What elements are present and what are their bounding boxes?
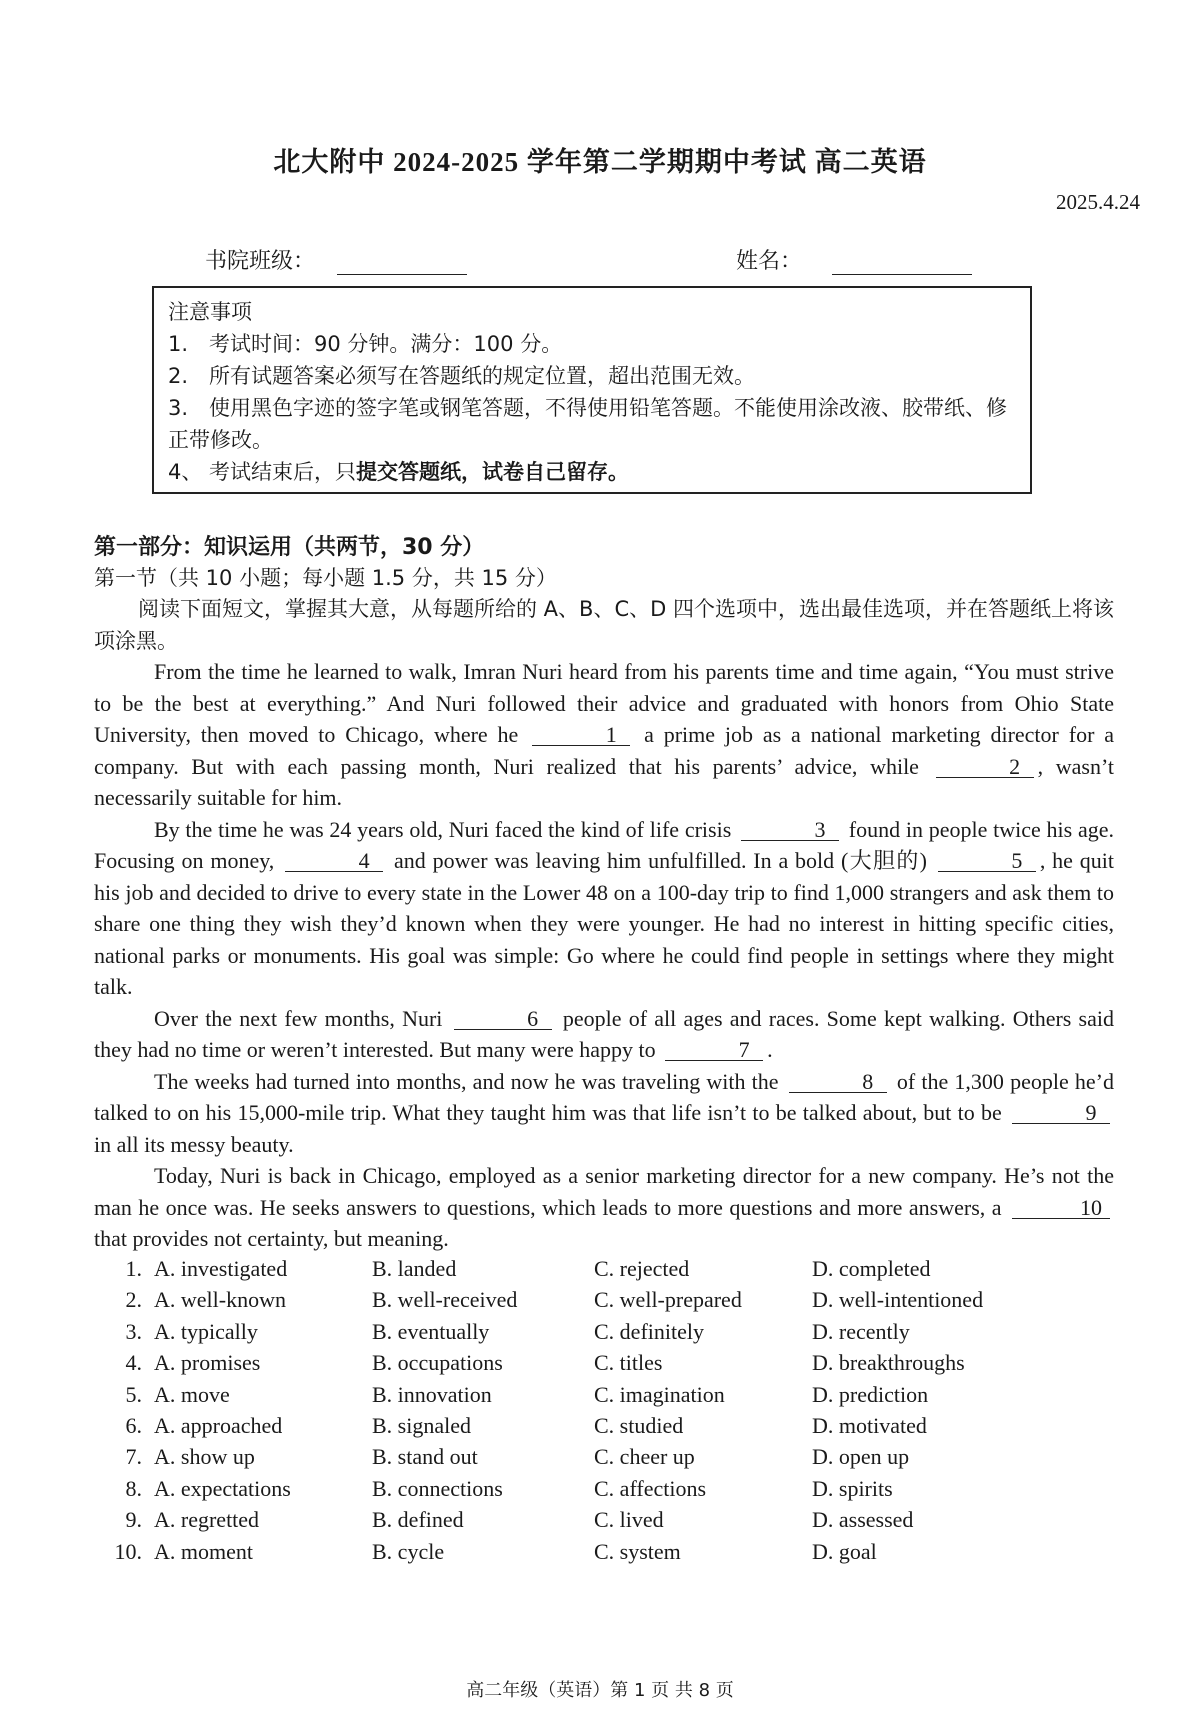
question-number: 10. — [114, 1538, 142, 1564]
option-c[interactable]: C. rejected — [594, 1256, 690, 1281]
passage-text: a prime job as a national marketing director for a company. But with each passing month, Nuri realized that his parents’ advice, while — [94, 722, 1115, 779]
blank-2: 2 — [936, 757, 1034, 778]
option-c[interactable]: C. affections — [594, 1475, 707, 1501]
cloze-passage — [94, 656, 1114, 1255]
option-row — [100, 1347, 1100, 1378]
name-field — [736, 244, 972, 275]
passage-text: Over the next few months, Nuri — [154, 1005, 443, 1031]
passage-text: By the time he was 24 years old, Nuri faced the kind of life crisis — [154, 816, 732, 842]
passage-text: of the 1,300 people he’d talked to on his 15,000-mile trip. What they taught him was that life isn’t to be talked about, but to be — [94, 1068, 1114, 1125]
blank-1: 1 — [532, 725, 630, 746]
option-d[interactable]: D. prediction — [812, 1381, 929, 1407]
option-b[interactable]: B. eventually — [372, 1318, 490, 1344]
blank-3: 3 — [741, 820, 839, 841]
passage-text: people of all ages and races. Some kept walking. Others said they had no time or weren’t interested. But many were happy to — [94, 1005, 1114, 1062]
page-footer: 高二年级（英语）第 1 页 共 8 页 — [466, 1680, 734, 1701]
option-a[interactable]: A. expectations — [154, 1475, 291, 1501]
blank-7: 7 — [665, 1040, 763, 1061]
notice-item: 2. 所有试题答案必须写在答题纸的规定位置，超出范围无效。 — [168, 364, 756, 388]
option-c[interactable]: C. titles — [594, 1350, 663, 1376]
option-row — [100, 1410, 1100, 1441]
name-underline[interactable] — [832, 254, 972, 275]
question-number: 9. — [125, 1507, 142, 1533]
option-c[interactable]: C. studied — [594, 1413, 684, 1439]
question-number: 2. — [125, 1287, 142, 1313]
option-b[interactable]: B. defined — [372, 1507, 464, 1533]
paragraph — [94, 1003, 1114, 1066]
option-row — [100, 1253, 1100, 1284]
passage-text: . — [767, 1037, 773, 1062]
notice-item: 1. 考试时间：90 分钟。满分：100 分。 — [168, 332, 563, 356]
option-d[interactable]: D. recently — [812, 1318, 910, 1344]
question-number: 3. — [125, 1318, 142, 1344]
passage-text: that provides not certainty, but meaning. — [94, 1226, 449, 1251]
option-row — [100, 1504, 1100, 1535]
option-b[interactable]: B. occupations — [372, 1350, 503, 1376]
paragraph — [94, 1066, 1114, 1161]
option-b[interactable]: B. signaled — [372, 1413, 471, 1439]
option-d[interactable]: D. breakthroughs — [812, 1350, 965, 1376]
option-row — [100, 1536, 1100, 1567]
option-d[interactable]: D. well-intentioned — [812, 1287, 984, 1313]
passage-text: From the time he learned to walk, Imran Nuri heard from his parents time and time again, “You must strive to be the best at everything.” And Nuri followed their advice and graduated with honors from Ohio State University, then moved to Chicago, where he — [94, 659, 1114, 747]
section-title: 第一部分：知识运用（共两节，30 分） — [94, 535, 485, 560]
option-a[interactable]: A. promises — [154, 1350, 261, 1376]
option-c[interactable]: C. cheer up — [594, 1444, 695, 1470]
option-b[interactable]: B. cycle — [372, 1538, 445, 1564]
passage-text: found in people twice his age. Focusing on money, — [94, 816, 1115, 873]
notice-item-4 — [168, 456, 1016, 488]
option-c[interactable]: C. definitely — [594, 1318, 704, 1344]
passage-text: , wasn’t necessarily suitable for him. — [94, 753, 1115, 810]
blank-10: 10 — [1012, 1198, 1110, 1219]
option-row — [100, 1284, 1100, 1315]
blank-4: 4 — [285, 851, 383, 872]
option-row — [100, 1473, 1100, 1504]
options-list — [100, 1253, 1100, 1567]
question-number: 4. — [125, 1350, 142, 1376]
option-b[interactable]: B. landed — [372, 1256, 457, 1281]
option-a[interactable]: A. regretted — [154, 1507, 260, 1533]
section-instructions: 阅读下面短文，掌握其大意，从每题所给的 A、B、C、D 四个选项中，选出最佳选项，并在答题纸上将该项涂黑。 — [94, 597, 1114, 653]
class-label: 书院班级： — [205, 248, 316, 273]
question-number: 8. — [125, 1475, 142, 1501]
passage-text: and power was leaving him unfulfilled. In a bold (大胆的) — [393, 848, 927, 873]
option-c[interactable]: C. imagination — [594, 1381, 725, 1407]
option-a[interactable]: A. approached — [154, 1413, 283, 1439]
option-d[interactable]: D. goal — [812, 1538, 877, 1564]
notice-heading: 注意事项 — [168, 300, 252, 324]
option-c[interactable]: C. system — [594, 1538, 681, 1564]
option-b[interactable]: B. stand out — [372, 1444, 478, 1470]
passage-text: , he quit his job and decided to drive to every state in the Lower 48 on a 100-day trip to find 1,000 strangers and ask them to share one thing they wish they’d known when they were younger. He had no interest in hitting specific cities, national parks or monuments. His goal was simple: Go where he could find people in settings where they might talk. — [94, 848, 1115, 999]
blank-6: 6 — [454, 1009, 552, 1030]
notice-item-4-prefix: 4、 考试结束后，只 — [168, 460, 357, 484]
option-b[interactable]: B. innovation — [372, 1381, 492, 1407]
passage-text: The weeks had turned into months, and now he was traveling with the — [154, 1068, 779, 1094]
name-label: 姓名： — [736, 248, 803, 273]
question-number: 5. — [125, 1381, 142, 1407]
option-a[interactable]: A. typically — [154, 1318, 258, 1344]
paragraph — [94, 814, 1114, 1003]
option-a[interactable]: A. well-known — [154, 1287, 286, 1313]
section-subtitle: 第一节（共 10 小题；每小题 1.5 分，共 15 分） — [94, 566, 557, 590]
question-number: 6. — [125, 1413, 142, 1439]
option-d[interactable]: D. spirits — [812, 1475, 893, 1501]
option-d[interactable]: D. open up — [812, 1444, 910, 1470]
option-row — [100, 1441, 1100, 1472]
option-b[interactable]: B. connections — [372, 1475, 503, 1501]
option-b[interactable]: B. well-received — [372, 1287, 518, 1313]
passage-text: in all its messy beauty. — [94, 1131, 294, 1157]
option-d[interactable]: D. motivated — [812, 1413, 927, 1439]
question-number: 7. — [125, 1444, 142, 1470]
exam-date: 2025.4.24 — [1056, 190, 1140, 214]
option-row — [100, 1316, 1100, 1347]
option-c[interactable]: C. lived — [594, 1507, 664, 1533]
notice-item-4-bold: 提交答题纸，试卷自己留存。 — [356, 460, 630, 484]
class-field — [205, 244, 467, 275]
passage-text: Today, Nuri is back in Chicago, employed as a senior marketing director for a new company. He’s not the man he once was. He seeks answers to questions, which leads to more questions and more answers, a — [94, 1163, 1114, 1220]
blank-5: 5 — [938, 851, 1036, 872]
paragraph — [94, 656, 1114, 814]
option-row — [100, 1379, 1100, 1410]
option-d[interactable]: D. completed — [812, 1256, 931, 1281]
option-a[interactable]: A. move — [154, 1381, 230, 1407]
option-a[interactable]: A. show up — [154, 1444, 255, 1470]
blank-9: 9 — [1012, 1103, 1110, 1124]
blank-8: 8 — [789, 1072, 887, 1093]
class-underline[interactable] — [337, 254, 467, 275]
option-a[interactable]: A. moment — [154, 1538, 253, 1564]
option-d[interactable]: D. assessed — [812, 1507, 914, 1533]
option-a[interactable]: A. investigated — [154, 1256, 288, 1281]
exam-title: 北大附中 2024-2025 学年第二学期期中考试 高二英语 — [273, 147, 927, 177]
question-number: 1. — [125, 1256, 142, 1281]
notice-box — [152, 286, 1032, 494]
option-c[interactable]: C. well-prepared — [594, 1287, 742, 1313]
notice-item: 3. 使用黑色字迹的签字笔或钢笔答题，不得使用铅笔答题。不能使用涂改液、胶带纸、修正带修改。 — [168, 396, 1008, 452]
paragraph — [94, 1160, 1114, 1255]
